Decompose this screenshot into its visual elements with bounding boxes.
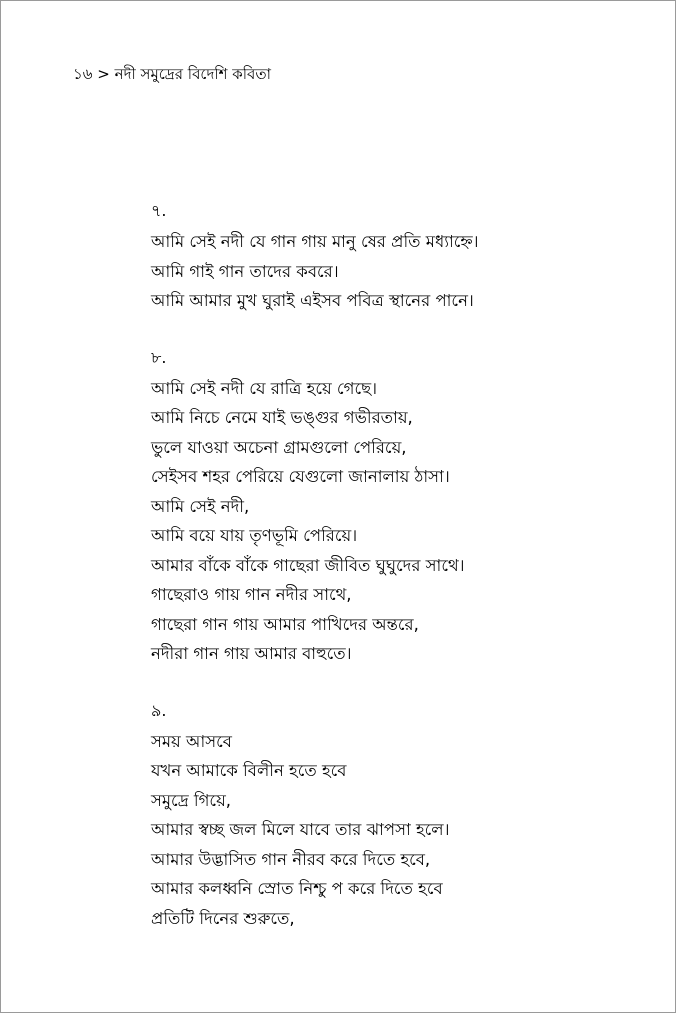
running-head <box>73 63 271 85</box>
verse-line: আমি আমার মুখ ঘুরাই এইসব পবিত্র স্থানের পানে। <box>151 291 474 310</box>
verse-line: আমি সেই নদী, <box>151 496 250 516</box>
verse-line: আমার বাঁকে বাঁকে গাছেরা জীবিত ঘুঘুদের সাথে। <box>151 555 465 575</box>
verse-line: গাছেরা গান গায় আমার পাখিদের অন্তরে, <box>151 614 419 634</box>
stanza-number: ৯. <box>151 700 167 720</box>
verse-line: আমি নিচে নেমে যাই ভঙ্গুর গভীরতায়, <box>151 408 413 427</box>
verse-line: আমি বয়ে যায় তৃণভূমি পেরিয়ে। <box>151 526 358 545</box>
verse-line: আমার কলধ্বনি স্রোত নিশ্চু প করে দিতে হবে <box>151 879 443 898</box>
verse-line: আমার স্বচ্ছ জল মিলে যাবে তার ঝাপসা হলে। <box>151 820 450 839</box>
verse-line: গাছেরাও গায় গান নদীর সাথে, <box>151 585 352 604</box>
verse-line: সেইসব শহর পেরিয়ে যেগুলো জানালায় ঠাসা। <box>151 467 450 486</box>
stanza-number: ৮. <box>151 347 167 367</box>
page-number: ১৬ <box>73 65 93 83</box>
stanza-7 <box>151 199 651 316</box>
verse-line: আমি সেই নদী যে রাত্রি হয়ে গেছে। <box>151 378 377 398</box>
verse-line: যখন আমাকে বিলীন হতে হবে <box>151 761 347 780</box>
stanza-8 <box>151 346 651 669</box>
verse-line: সময় আসবে <box>151 731 232 751</box>
verse-line: নদীরা গান গায় আমার বাহুতে। <box>151 644 352 663</box>
stanza-number: ৭. <box>151 201 167 220</box>
poem-body <box>151 199 651 963</box>
verse-line: আমার উদ্ভাসিত গান নীরব করে দিতে হবে, <box>151 849 431 869</box>
verse-line: প্রতিটি দিনের শুরুতে, <box>151 908 295 928</box>
header-separator: > <box>97 65 110 83</box>
verse-line: আমি সেই নদী যে গান গায় মানু ষের প্রতি মধ্যাহ্নে। <box>151 232 479 251</box>
stanza-9 <box>151 699 651 934</box>
verse-line: আমি গাই গান তাদের কবরে। <box>151 261 339 281</box>
verse-line: ভুলে যাওয়া অচেনা গ্রামগুলো পেরিয়ে, <box>151 437 407 457</box>
verse-line: সমুদ্রে গিয়ে, <box>151 790 232 810</box>
book-title: নদী সমুদ্রের বিদেশি কবিতা <box>114 65 272 83</box>
